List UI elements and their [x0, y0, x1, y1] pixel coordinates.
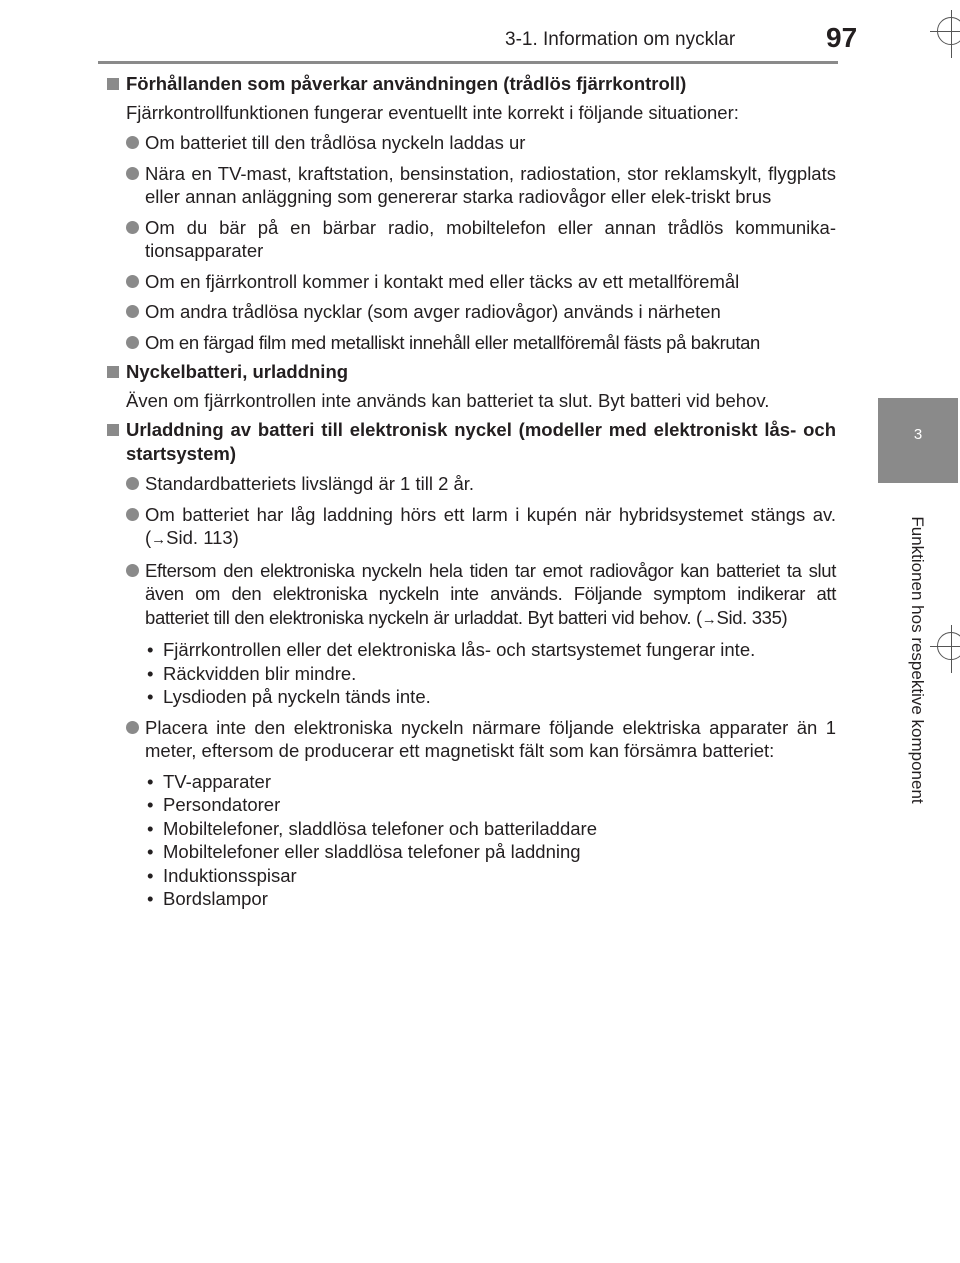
- page-reference-link[interactable]: Sid. 335): [716, 606, 788, 628]
- list-item: Om en färgad film med metalliskt innehåll eller metallföremål fästs på bakrutan: [107, 331, 836, 355]
- arrow-icon: →: [151, 531, 167, 548]
- list-item: • Induktionsspisar: [147, 864, 297, 886]
- header-rule: [98, 61, 838, 64]
- chapter-number: 3: [913, 426, 923, 443]
- round-bullet-icon: [126, 167, 139, 180]
- registration-mark-top-icon: [930, 10, 960, 58]
- list-item: • Mobiltelefoner eller sladdlösa telefoner på laddning: [147, 841, 581, 862]
- page-reference-link[interactable]: Sid. 113): [166, 527, 239, 548]
- symptom-list: [107, 638, 836, 709]
- section-title: 3-1. Information om nycklar: [505, 29, 736, 50]
- arrow-icon: →: [701, 610, 717, 628]
- page-content: [107, 70, 836, 911]
- list-item: Om en fjärrkontroll kommer i kontakt med eller täcks av ett metallföremål: [107, 270, 836, 294]
- page-number: 97: [826, 22, 858, 53]
- list-item: • Mobiltelefoner, sladdlösa telefoner och batteriladdare: [147, 817, 598, 839]
- square-bullet-icon: [107, 424, 119, 436]
- round-bullet-icon: [126, 136, 139, 149]
- list-item: Om du bär på en bärbar radio, mobiltelefon eller annan trådlös kommunika-tionsapparater: [107, 216, 836, 263]
- round-bullet-icon: [126, 275, 139, 288]
- list-item: Placera inte den elektroniska nyckeln närmare följande elektriska apparater än 1 meter, eftersom de producerar ett magnetiskt fält som kan försämra batteriet:: [107, 716, 836, 763]
- section-heading: Förhållanden som påverkar användningen (trådlös fjärrkontroll): [107, 72, 836, 96]
- list-item: Eftersom den elektroniska nyckeln hela tiden tar emot radiovågor kan batteriet ta slut även om den elektroniska nyckeln inte används. Följande symptom indikerar att batteriet till den elektroniska nyckeln är urladdat. Byt batteri vid behov. (→Sid. 335): [107, 559, 836, 632]
- round-bullet-icon: [126, 336, 139, 349]
- paragraph: Fjärrkontrollfunktionen fungerar eventuellt inte korrekt i följande situationer:: [126, 101, 739, 123]
- round-bullet-icon: [126, 221, 139, 234]
- list-item: • Lysdioden på nyckeln tänds inte.: [147, 686, 431, 707]
- square-bullet-icon: [107, 366, 119, 378]
- device-list: [107, 770, 836, 911]
- round-bullet-icon: [126, 477, 139, 490]
- section-heading: Urladdning av batteri till elektronisk nyckel (modeller med elektroniskt lås- och startsystem): [107, 418, 836, 465]
- list-item: • Fjärrkontrollen eller det elektroniska lås- och startsystemet fungerar inte.: [147, 639, 756, 660]
- list-item: Nära en TV-mast, kraftstation, bensinstation, radiostation, stor reklamskylt, flygplats eller annan anläggning som genererar starka radiovågor eller elek-triskt brus: [107, 162, 836, 209]
- chapter-tab: [878, 398, 958, 483]
- list-item: Om batteriet till den trådlösa nyckeln laddas ur: [107, 131, 836, 155]
- list-item: Om andra trådlösa nycklar (som avger radiovågor) används i närheten: [107, 300, 836, 324]
- list-item: • Persondatorer: [147, 794, 281, 815]
- round-bullet-icon: [126, 305, 139, 318]
- round-bullet-icon: [126, 508, 139, 521]
- section-heading: Nyckelbatteri, urladdning: [107, 360, 836, 384]
- list-item: • Bordslampor: [147, 888, 268, 909]
- square-bullet-icon: [107, 78, 119, 90]
- list-item: Om batteriet har låg laddning hörs ett larm i kupén när hybridsystemet stängs av. (→Sid. 113): [107, 503, 836, 552]
- list-item: • Räckvidden blir mindre.: [147, 662, 357, 684]
- round-bullet-icon: [126, 564, 139, 577]
- list-item: Standardbatteriets livslängd är 1 till 2 år.: [107, 472, 836, 496]
- chapter-label: Funktionen hos respektive komponent: [908, 516, 927, 804]
- round-bullet-icon: [126, 721, 139, 734]
- paragraph: Även om fjärrkontrollen inte används kan batteriet ta slut. Byt batteri vid behov.: [126, 389, 770, 411]
- registration-mark-middle-icon: [930, 625, 960, 673]
- list-item: • TV-apparater: [147, 770, 271, 792]
